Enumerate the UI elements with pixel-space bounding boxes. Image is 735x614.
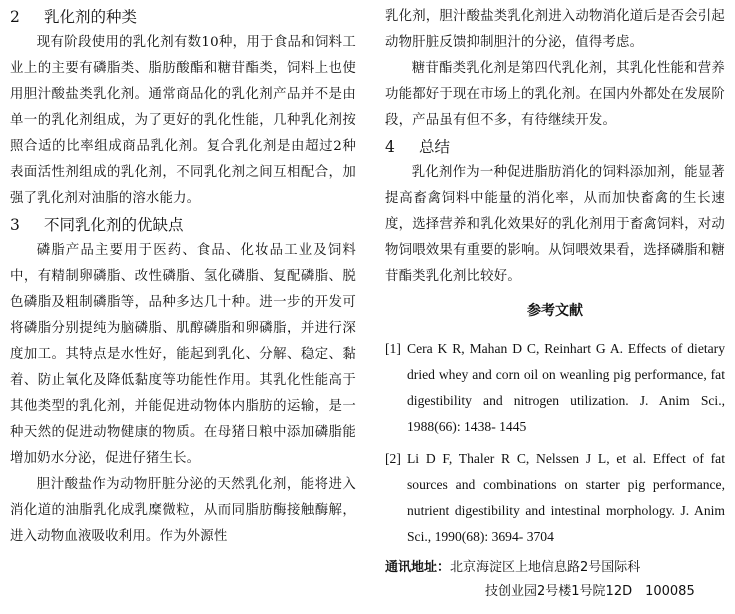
continued-paragraph: 乳化剂，胆汁酸盐类乳化剂进入动物消化道后是否会引起动物肝脏反馈抑制胆汁的分泌，值得考虑。 (385, 9, 725, 50)
section-3-title: 不同乳化剂的优缺点 (44, 216, 184, 234)
reference-text: Cera K R, Mahan D C, Reinhart G A. Effects of dietary dried whey and corn oil on weanling pig performance, fat digestibility and nitrogen utilization. J. Anim Sci., 1988(66): 1438- 1445 (407, 341, 725, 434)
correspondence-address (385, 556, 725, 604)
address-line-2: 技创业园2号楼1号院12D 100085 (485, 584, 695, 599)
section-3-heading (10, 212, 356, 238)
section-2-number: 2 (10, 8, 20, 26)
references-title: 参考文献 (527, 303, 583, 319)
right-column (385, 4, 725, 604)
section-2-paragraph: 现有阶段使用的乳化剂有数10种，用于食品和饲料工业上的主要有磷脂类、脂肪酸酯和糖苷酯类，饲料上也使用胆汁酸盐类乳化剂。通常商品化的乳化剂产品并不是由单一的乳化剂组成，为了更好的乳化性能，几种乳化剂按照合适的比率组成商品乳化剂。复合乳化剂是由超过2种表面活性剂组成的乳化剂，不同乳化剂之间互相配合，加强了乳化剂对油脂的溶水能力。 (10, 35, 356, 206)
section-4-number: 4 (385, 138, 395, 156)
glycoside-paragraph: 糖苷酯类乳化剂是第四代乳化剂，其乳化性能和营养功能都好于现在市场上的乳化剂。在国内外都处在发展阶段，产品虽有但不多，有待继续开发。 (385, 61, 725, 128)
reference-item (385, 336, 725, 440)
section-3-number: 3 (10, 216, 20, 234)
reference-number: [1] (385, 341, 401, 356)
reference-item (385, 446, 725, 550)
section-3-paragraph-1: 磷脂产品主要用于医药、食品、化妆品工业及饲料中，有精制卵磷脂、改性磷脂、氢化磷脂、复配磷脂、脱色磷脂及粗制磷脂等，品种多达几十种。进一步的开发可将磷脂分别提纯为脑磷脂、肌醇磷脂和卵磷脂，并进行深度加工。其特点是水性好，能起到乳化、分解、稳定、黏着、防止氧化及降低黏度等功能性作用。其乳化性能高于其他类型的乳化剂，并能促进动物体内脂肪的运输，是一种天然的促进动物健康的物质。在母猪日粮中添加磷脂能增加奶水分泌，促进仔猪生长。 (10, 243, 356, 466)
address-label: 通讯地址： (385, 560, 451, 575)
section-2-title: 乳化剂的种类 (44, 8, 138, 26)
section-3-paragraph-2: 胆汁酸盐作为动物肝脏分泌的天然乳化剂，能将进入消化道的油脂乳化成乳糜微粒，从而同脂肪酶接触酶解，进入动物血液吸收利用。作为外源性 (10, 477, 356, 544)
section-4-title: 总结 (419, 138, 451, 156)
section-4-paragraph: 乳化剂作为一种促进脂肪消化的饲料添加剂，能显著提高畜禽饲料中能量的消化率，从而加快畜禽的生长速度，选择营养和乳化效果好的乳化剂用于畜禽饲料，对动物饲喂效果有重要的影响。从饲喂效果看，选择磷脂和糖苷酯类乳化剂比较好。 (385, 165, 725, 284)
section-4-heading (385, 134, 725, 160)
section-2-heading (10, 4, 356, 30)
left-column (10, 4, 356, 550)
reference-number: [2] (385, 451, 401, 466)
address-line-1: 北京海淀区上地信息路2号国际科 (450, 560, 641, 575)
reference-text: Li D F, Thaler R C, Nelssen J L, et al. Effect of fat sources and combinations on starter pig performance, nutrient digestibility and intestinal morphology. J. Anim Sci., 1990(68): 3694- 3704 (407, 451, 725, 544)
